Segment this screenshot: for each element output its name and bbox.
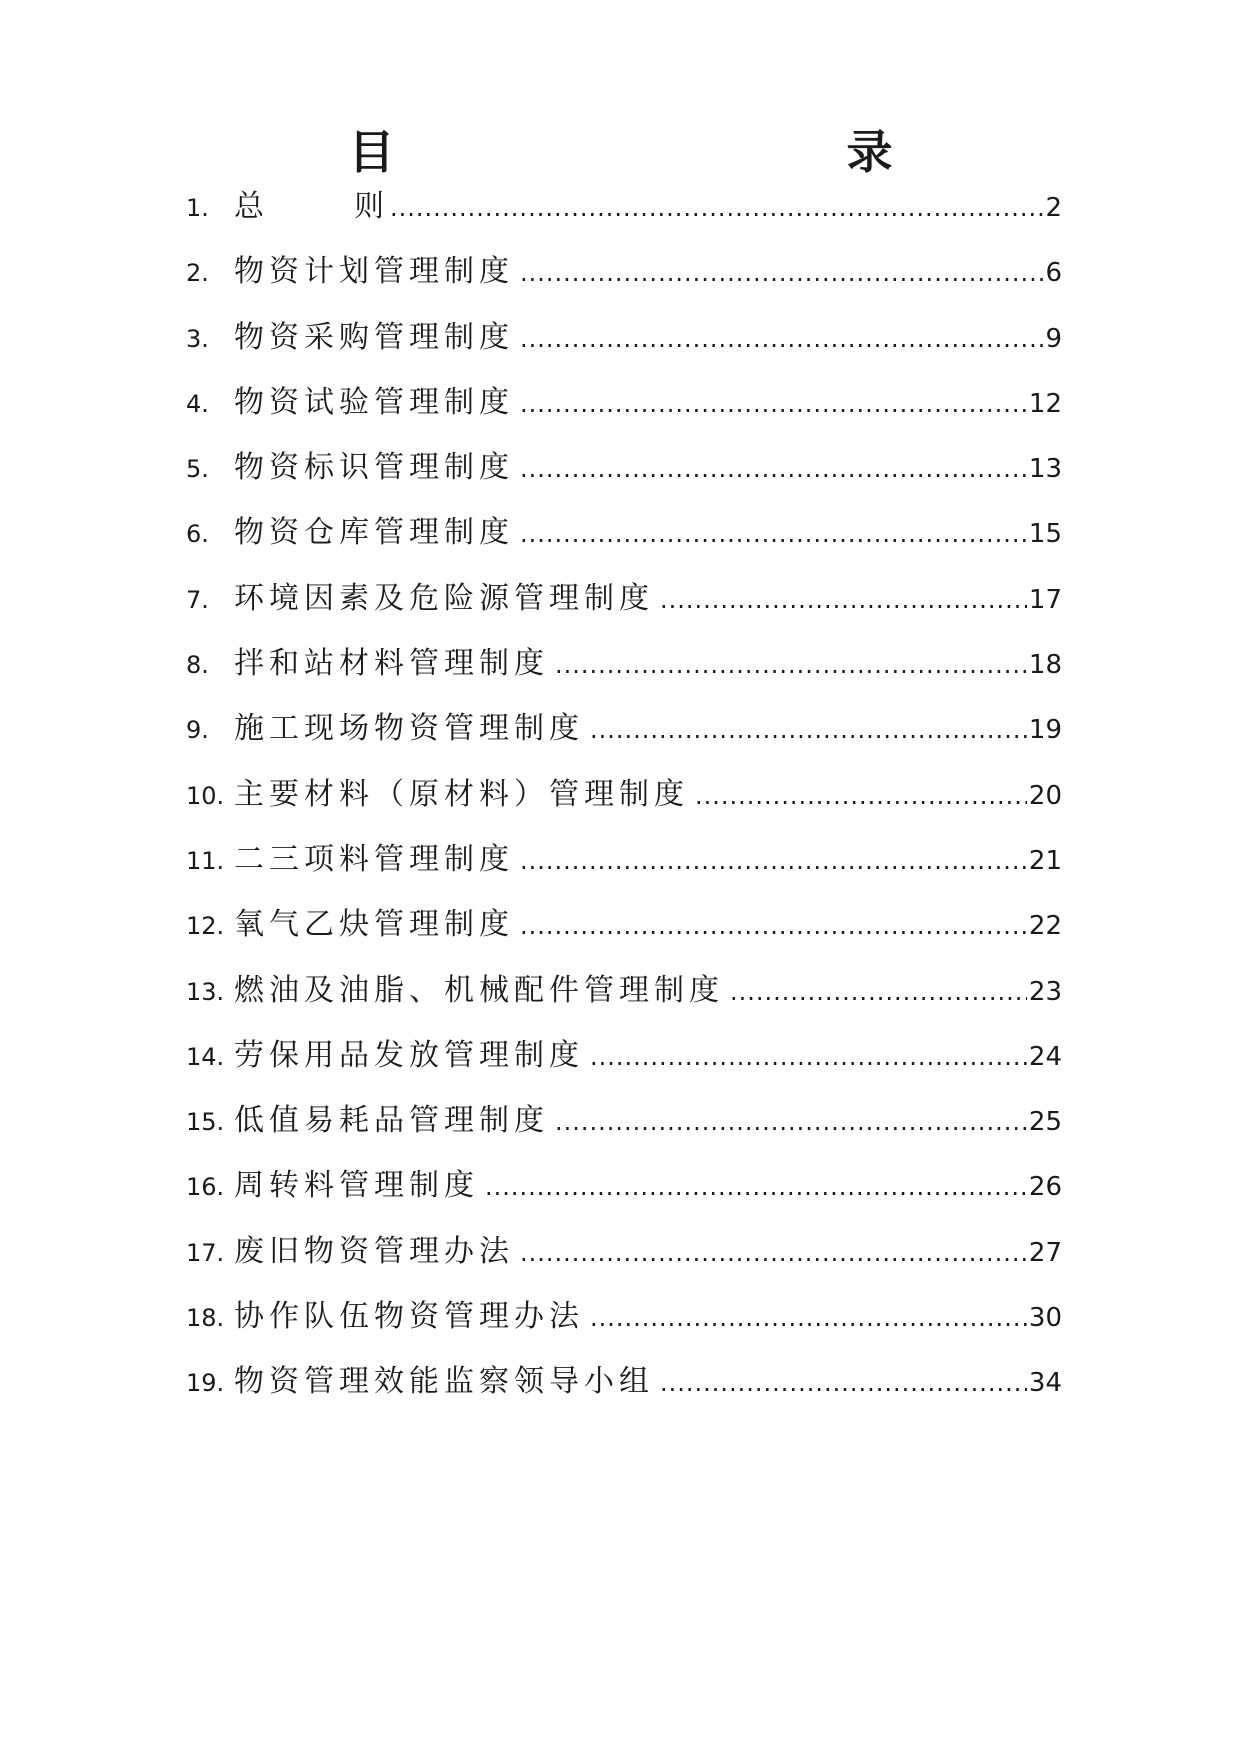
toc-entry-title: 废旧物资管理办法 [234,1233,514,1269]
toc-entry-page: 24 [1028,1041,1062,1072]
toc-entry[interactable] [186,1360,1062,1425]
toc-entry[interactable] [186,250,1062,315]
toc-entry[interactable] [186,773,1062,838]
toc-entry-number: 6. [186,520,209,549]
toc-entry-title: 氧气乙炔管理制度 [234,907,514,943]
toc-entry[interactable] [186,707,1062,772]
toc-entry[interactable] [186,1099,1062,1164]
toc-entry-leader [590,1296,1027,1340]
toc-entry[interactable] [186,969,1062,1034]
toc-entry-number: 5. [186,455,209,484]
toc-entry-page: 22 [1028,911,1062,942]
toc-entry-page: 2 [1045,193,1062,223]
toc-entry-page: 25 [1028,1107,1062,1138]
toc-entry-leader [695,774,1027,818]
toc-entry-number: 12. [186,912,225,941]
toc-entry-leader [660,578,1027,622]
toc-entry[interactable] [186,1230,1062,1295]
toc-entry[interactable] [186,642,1062,707]
toc-entry-title: 低值易耗品管理制度 [234,1103,549,1139]
toc-entry-leader [520,512,1027,556]
toc-entry-title: 物资仓库管理制度 [234,515,514,551]
toc-entry-page: 20 [1028,780,1062,811]
toc-heading: 目 录 [348,125,1013,179]
toc-entry-page: 12 [1028,388,1062,419]
toc-entry[interactable] [186,838,1062,903]
toc-entry[interactable] [186,446,1062,511]
toc-entry-number: 17. [186,1238,225,1267]
toc-entry-number: 18. [186,1304,225,1333]
toc-entry-number: 16. [186,1173,225,1202]
toc-entry-leader [390,186,1043,230]
toc-entry-number: 11. [186,846,225,875]
toc-entry-number: 1. [186,194,209,222]
toc-entry-number: 10. [186,781,225,810]
toc-entry[interactable] [186,511,1062,576]
toc-entry-leader [660,1361,1027,1405]
toc-entry-number: 3. [186,324,209,353]
toc-entry-page: 18 [1028,650,1062,681]
toc-entry-leader [555,1100,1027,1144]
toc-entry-title: 主要材料（原材料）管理制度 [234,776,689,812]
toc-entry-title: 物资管理效能监察领导小组 [234,1364,654,1400]
toc-entry[interactable] [186,903,1062,968]
toc-entry-number: 9. [186,716,209,745]
toc-entry-leader [590,708,1027,752]
toc-entry-title: 周转料管理制度 [234,1168,479,1204]
toc-entry-title: 物资计划管理制度 [234,254,514,290]
toc-entry-number: 19. [186,1369,225,1398]
toc-entry-page: 34 [1028,1368,1062,1399]
toc-entry-number: 4. [186,389,209,418]
toc-entry-leader [520,251,1043,295]
toc-entry-leader [520,1231,1027,1275]
toc-entry-title: 劳保用品发放管理制度 [234,1037,584,1073]
toc-entry-page: 27 [1028,1237,1062,1268]
toc-entry-title: 协作队伍物资管理办法 [234,1299,584,1335]
toc-entry-page: 6 [1045,258,1062,289]
toc-entry[interactable] [186,1034,1062,1099]
toc-entry-page: 13 [1028,454,1062,485]
toc-entry-leader [520,839,1027,883]
toc-entry-page: 15 [1028,519,1062,550]
toc-entry-page: 26 [1028,1172,1062,1203]
toc-entry-title: 物资采购管理制度 [234,319,514,355]
toc-entry-page: 9 [1045,323,1062,354]
toc-entry[interactable] [186,381,1062,446]
toc-entry-leader [520,904,1027,948]
toc-entry-page: 23 [1028,976,1062,1007]
toc-entry-number: 14. [186,1042,225,1071]
toc-entry-title: 物资试验管理制度 [234,384,514,420]
toc-entry-leader [590,1035,1027,1079]
toc-entry-leader [485,1165,1027,1209]
toc-entry-number: 7. [186,585,209,614]
toc-entry-number: 8. [186,651,209,680]
toc-entry-title: 物资标识管理制度 [234,450,514,486]
toc-entry-title: 环境因素及危险源管理制度 [234,580,654,616]
toc-entry-page: 17 [1028,584,1062,615]
toc-entry[interactable] [186,577,1062,642]
toc-entry-leader [555,643,1027,687]
toc-entry-page: 21 [1028,845,1062,876]
toc-entry[interactable] [186,1164,1062,1229]
toc-entry-title: 拌和站材料管理制度 [234,646,549,682]
toc-entry-title: 总 则 [234,189,384,224]
table-of-contents [186,185,1062,1426]
toc-entry-page: 19 [1028,715,1062,746]
toc-entry-title: 燃油及油脂、机械配件管理制度 [234,972,724,1008]
toc-entry[interactable] [186,316,1062,381]
toc-entry-leader [520,382,1027,426]
toc-entry-leader [520,447,1027,491]
toc-entry[interactable] [186,185,1062,250]
toc-entry-leader [520,317,1043,361]
toc-entry-number: 13. [186,977,225,1006]
toc-entry[interactable] [186,1295,1062,1360]
toc-entry-page: 30 [1028,1303,1062,1334]
toc-entry-leader [730,970,1027,1014]
toc-entry-title: 二三项料管理制度 [234,841,514,877]
toc-entry-number: 15. [186,1108,225,1137]
toc-entry-title: 施工现场物资管理制度 [234,711,584,747]
toc-entry-number: 2. [186,259,209,288]
